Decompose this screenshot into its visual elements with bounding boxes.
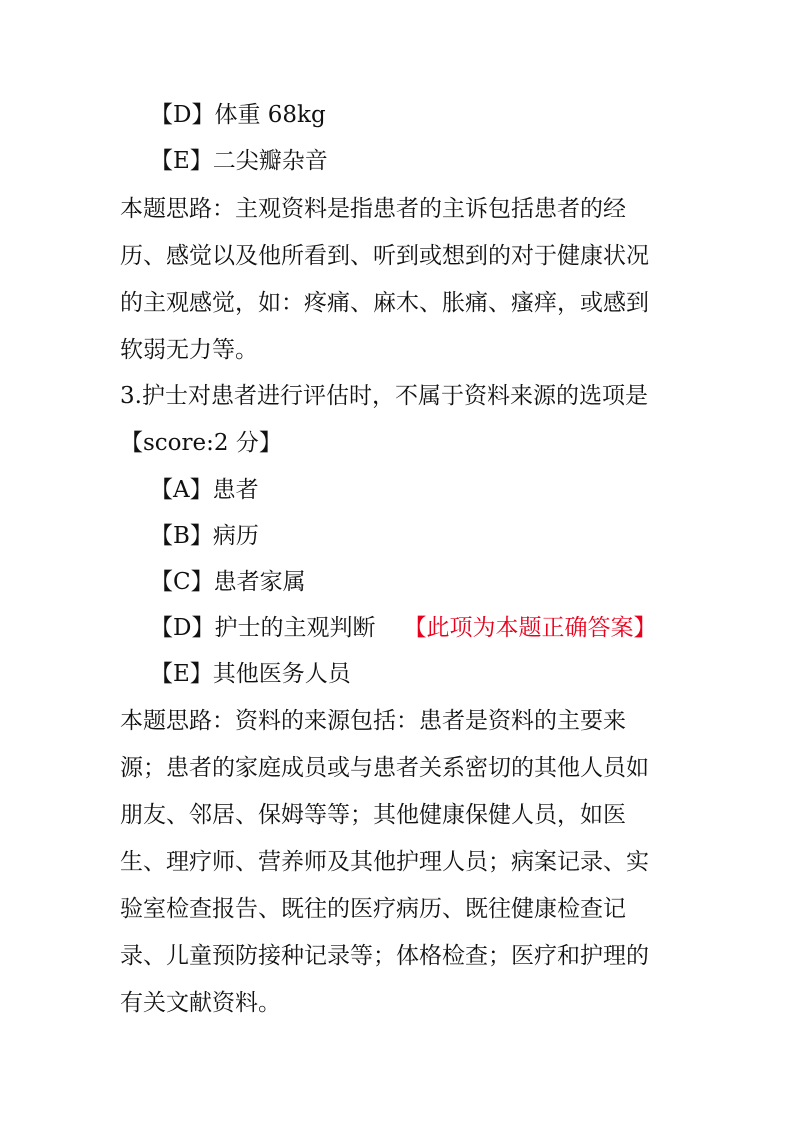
option-text: 其他医务人员	[212, 661, 351, 687]
q3-option-d	[150, 613, 656, 643]
option-text: 二尖瓣杂音	[212, 148, 328, 174]
q3-analysis-line: 验室检查报告、既往的医疗病历、既往健康检查记	[120, 896, 626, 922]
q2-analysis-line: 历、感觉以及他所看到、听到或想到的对于健康状况	[120, 243, 649, 269]
option-text: 体重 68kg	[214, 102, 326, 128]
q2-option-e	[150, 146, 328, 176]
correct-answer-mark: 【此项为本题正确答案】	[403, 615, 657, 641]
q3-stem: 3.护士对患者进行评估时，不属于资料来源的选项是	[120, 383, 648, 409]
q3-analysis-line: 朋友、邻居、保姆等等；其他健康保健人员，如医	[120, 802, 626, 828]
q3-analysis-line: 本题思路：资料的来源包括：患者是资料的主要来	[120, 708, 626, 734]
option-text: 病历	[212, 523, 259, 549]
option-key: 【E】	[150, 148, 213, 174]
option-key: 【B】	[150, 523, 213, 549]
q3-option-e	[150, 659, 351, 689]
q3-analysis-line: 源；患者的家庭成员或与患者关系密切的其他人员如	[120, 755, 649, 781]
q2-analysis-line: 软弱无力等。	[120, 337, 258, 363]
q3-option-a	[150, 475, 259, 505]
q3-option-b	[150, 521, 259, 551]
q3-analysis-line: 有关文献资料。	[120, 990, 281, 1016]
q2-analysis-line: 的主观感觉，如：疼痛、麻木、胀痛、瘙痒，或感到	[120, 290, 649, 316]
option-key: 【D】	[150, 615, 215, 641]
option-text: 患者	[212, 477, 259, 503]
q2-option-d	[150, 100, 326, 130]
option-key: 【C】	[150, 569, 214, 595]
option-key: 【D】	[150, 102, 215, 128]
option-key: 【A】	[150, 477, 213, 503]
q3-score: 【score:2 分】	[120, 430, 282, 456]
q2-analysis-line: 本题思路：主观资料是指患者的主诉包括患者的经	[120, 196, 626, 222]
q3-option-c	[150, 567, 306, 597]
q3-analysis-line: 生、理疗师、营养师及其他护理人员；病案记录、实	[120, 849, 649, 875]
q3-analysis-line: 录、儿童预防接种记录等；体格检查；医疗和护理的	[120, 943, 649, 969]
option-text: 护士的主观判断	[214, 615, 376, 641]
option-key: 【E】	[150, 661, 213, 687]
option-text: 患者家属	[213, 569, 306, 595]
